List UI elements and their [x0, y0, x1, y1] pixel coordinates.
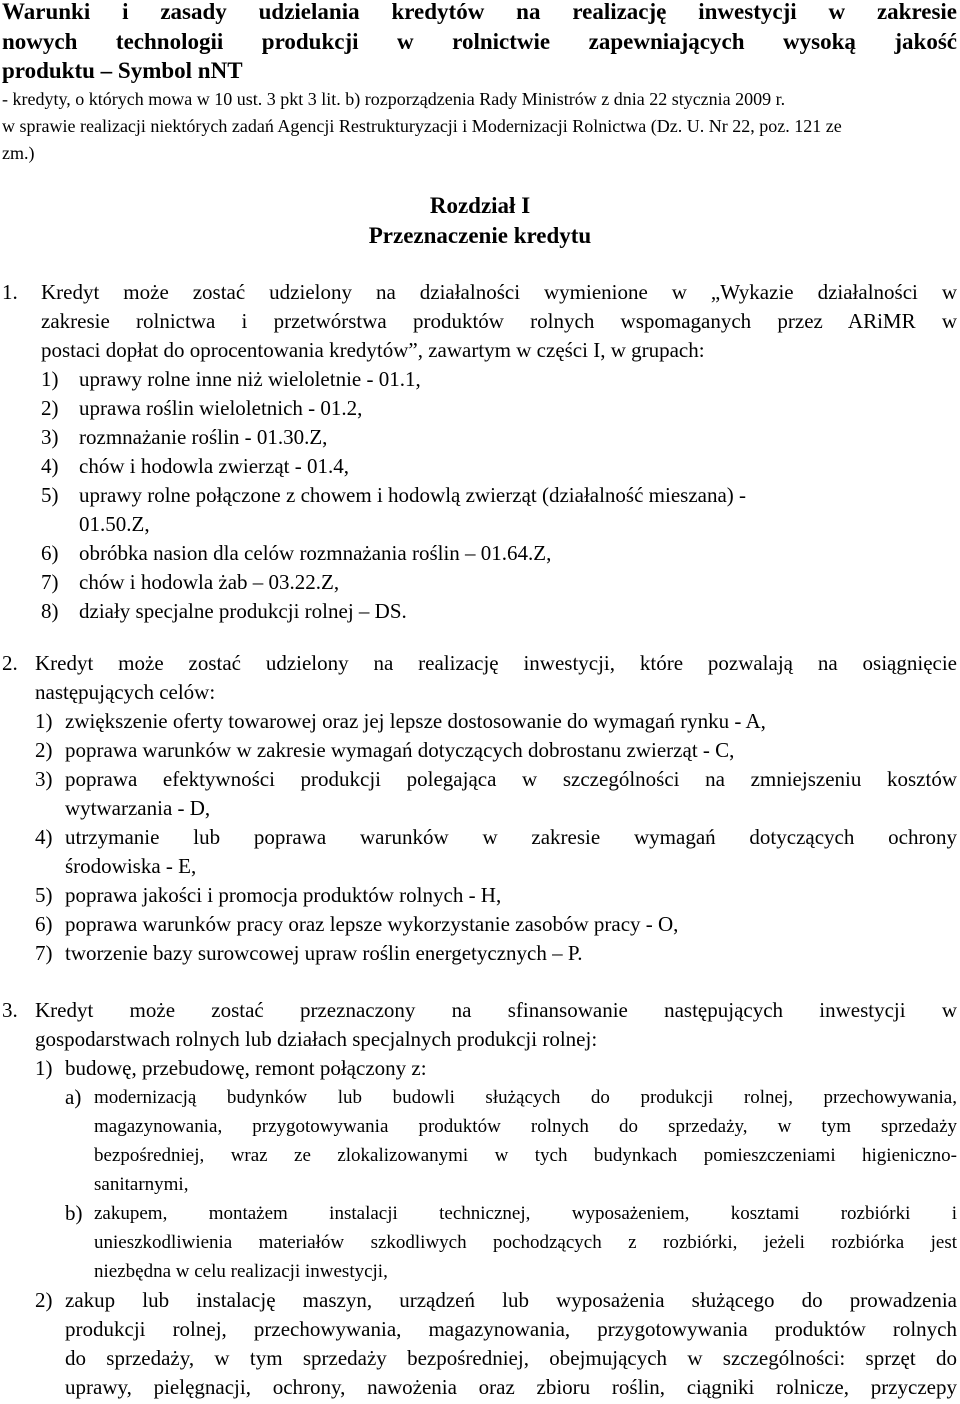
paragraph-line: postaci dopłat do oprocentowania kredytów”, zawartym w części I, w grupach: — [41, 338, 705, 362]
title-line: produktu – Symbol nNT — [2, 58, 243, 83]
section-3 — [2, 996, 957, 1402]
item-letter: b) — [65, 1201, 83, 1225]
paragraph-line: zakresie rolnictwa i przetwórstwa produktów rolnych wspomaganych przez ARiMR w — [41, 309, 957, 333]
list-item — [41, 452, 957, 481]
chapter-heading — [0, 191, 960, 251]
title-line: Warunki i zasady udzielania kredytów na realizację inwestycji w zakresie — [2, 0, 957, 24]
item-number: 7) — [35, 941, 53, 965]
item-text: 01.50.Z, — [79, 512, 150, 536]
item-text: zwiększenie oferty towarowej oraz jej lepsze dostosowanie do wymagań rynku - A, — [65, 709, 766, 733]
paragraph-line: Kredyt może zostać udzielony na realizację inwestycji, które pozwalają na osiągnięcie — [35, 651, 957, 675]
list-item — [41, 568, 957, 597]
item-number: 2) — [35, 738, 53, 762]
item-number: 2) — [41, 396, 59, 420]
item-text: sanitarnymi, — [94, 1174, 189, 1195]
sub-list-item — [65, 1199, 957, 1286]
item-number: 1) — [35, 709, 53, 733]
list-item — [35, 1286, 957, 1402]
item-text: obróbka nasion dla celów rozmnażania roślin – 01.64.Z, — [79, 541, 552, 565]
item-text: budowę, przebudowę, remont połączony z: — [65, 1056, 427, 1080]
item-text: utrzymanie lub poprawa warunków w zakresie wymagań dotyczących ochrony — [65, 825, 957, 849]
item-text: do sprzedaży, w tym sprzedaży bezpośredniej, obejmujących w szczególności: sprzęt do — [65, 1346, 957, 1370]
section-2 — [2, 649, 957, 968]
legal-basis-note — [2, 86, 957, 167]
list-item — [41, 481, 957, 539]
item-text: chów i hodowla zwierząt - 01.4, — [79, 454, 349, 478]
item-text: modernizacją budynków lub budowli służących do produkcji rolnej, przechowywania, — [94, 1087, 957, 1108]
title-line: nowych technologii produkcji w rolnictwie zapewniających wysoką jakość — [2, 28, 957, 54]
item-text: uprawy, pielęgnacji, ochrony, nawożenia oraz zbioru roślin, ciągniki rolnicze, przyczepy — [65, 1375, 957, 1399]
item-number: 6) — [35, 912, 53, 936]
item-text: niezbędna w celu realizacji inwestycji, — [94, 1261, 388, 1282]
item-letter: a) — [65, 1085, 82, 1109]
item-number: 1) — [41, 367, 59, 391]
item-text: poprawa jakości i promocja produktów rolnych - H, — [65, 883, 502, 907]
section-1 — [2, 278, 957, 626]
item-number: 5) — [41, 483, 59, 507]
note-line: w sprawie realizacji niektórych zadań Agencji Restrukturyzacji i Modernizacji Rolnictwa (Dz. U. Nr 22, poz. 121 ze — [2, 116, 842, 136]
list-item — [41, 394, 957, 423]
list-item — [35, 736, 957, 765]
item-number: 8) — [41, 599, 59, 623]
paragraph-line: gospodarstwach rolnych lub działach specjalnych produkcji rolnej: — [35, 1027, 598, 1051]
paragraph-line: Kredyt może zostać przeznaczony na sfinansowanie następujących inwestycji w — [35, 998, 957, 1022]
chapter-label: Rozdział I — [429, 193, 531, 218]
item-number: 7) — [41, 570, 59, 594]
list-item — [41, 597, 957, 626]
item-text: unieszkodliwienia materiałów szkodliwych pochodzących z rozbiórki, jeżeli rozbiórka jest — [94, 1232, 957, 1253]
section-number: 2. — [2, 651, 18, 675]
list-item — [35, 765, 957, 823]
item-text: środowiska - E, — [65, 854, 197, 878]
item-text: uprawy rolne połączone z chowem i hodowlą zwierząt (działalność mieszana) - — [79, 483, 747, 507]
list-item — [41, 423, 957, 452]
list-item — [35, 939, 957, 968]
item-text: poprawa efektywności produkcji polegająca w szczególności na zmniejszeniu kosztów — [65, 767, 957, 791]
item-text: rozmnażanie roślin - 01.30.Z, — [79, 425, 328, 449]
item-text: uprawy rolne inne niż wieloletnie - 01.1, — [79, 367, 421, 391]
item-text: magazynowania, przygotowywania produktów rolnych do sprzedaży, w tym sprzedaży — [94, 1116, 957, 1137]
list-item — [41, 365, 957, 394]
item-text: uprawa roślin wieloletnich - 01.2, — [79, 396, 363, 420]
list-item — [35, 823, 957, 881]
list-item — [35, 707, 957, 736]
list-item — [35, 881, 957, 910]
item-text: chów i hodowla żab – 03.22.Z, — [79, 570, 340, 594]
item-text: zakup lub instalację maszyn, urządzeń lub wyposażenia służącego do prowadzenia — [65, 1288, 957, 1312]
sub-list-item — [65, 1083, 957, 1199]
paragraph-line: następujących celów: — [35, 680, 216, 704]
note-line: - kredyty, o których mowa w 10 ust. 3 pkt 3 lit. b) rozporządzenia Rady Ministrów z dnia 22 stycznia 2009 r. — [2, 89, 786, 109]
item-number: 5) — [35, 883, 53, 907]
item-text: tworzenie bazy surowcowej upraw roślin energetycznych – P. — [65, 941, 583, 965]
list-item — [35, 1054, 957, 1083]
section-number: 1. — [2, 280, 18, 304]
chapter-title: Przeznaczenie kredytu — [368, 223, 592, 248]
item-text: działy specjalne produkcji rolnej – DS. — [79, 599, 407, 623]
paragraph-line: Kredyt może zostać udzielony na działalności wymienione w „Wykazie działalności w — [41, 280, 957, 304]
item-text: poprawa warunków w zakresie wymagań dotyczących dobrostanu zwierząt - C, — [65, 738, 735, 762]
list-item — [35, 910, 957, 939]
list-item — [41, 539, 957, 568]
item-text: zakupem, montażem instalacji technicznej, wyposażeniem, kosztami rozbiórki i — [94, 1203, 957, 1224]
item-text: bezpośredniej, wraz ze zlokalizowanymi w tych budynkach pomieszczeniami higieniczno- — [94, 1145, 957, 1166]
item-number: 2) — [35, 1288, 53, 1312]
note-line: zm.) — [2, 143, 35, 163]
document-title — [2, 0, 957, 86]
item-text: wytwarzania - D, — [65, 796, 211, 820]
item-text: produkcji rolnej, przechowywania, magazynowania, przygotowywania produktów rolnych — [65, 1317, 957, 1341]
item-number: 3) — [41, 425, 59, 449]
item-number: 3) — [35, 767, 53, 791]
item-number: 1) — [35, 1056, 53, 1080]
item-number: 4) — [41, 454, 59, 478]
item-text: poprawa warunków pracy oraz lepsze wykorzystanie zasobów pracy - O, — [65, 912, 679, 936]
section-number: 3. — [2, 998, 18, 1022]
item-number: 6) — [41, 541, 59, 565]
item-number: 4) — [35, 825, 53, 849]
